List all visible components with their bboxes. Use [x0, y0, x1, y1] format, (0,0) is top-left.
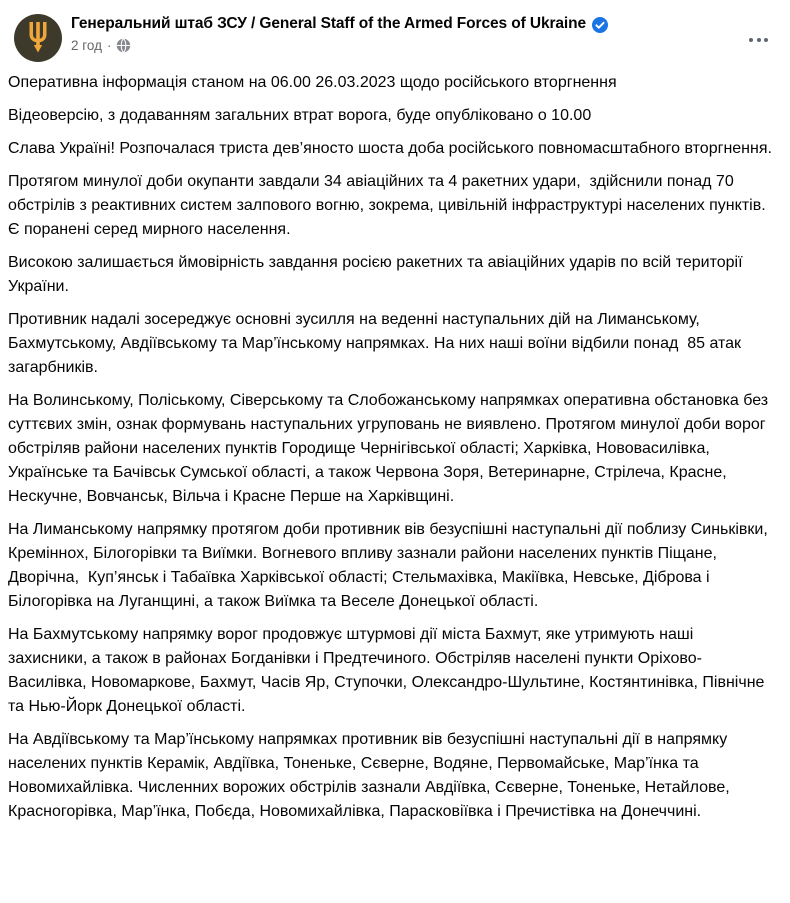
page-name[interactable]: Генеральний штаб ЗСУ / General Staff of the Armed Forces of Ukraine: [71, 15, 587, 32]
post-paragraph: На Лиманському напрямку протягом доби противник вів безуспішні наступальні дії поблизу Синьківки, Кремінноx, Білогорівки та Виїмки. Вогневого впливу зазнали райони населених пунктів Піщане, Дворічна, Куп’янськ і Табаївка Харківської області; Стельмахівка, Макіївка, Невське, Діброва і Білогорівка на Луганщині, а також Виїмка та Веселе Донецької області.: [8, 521, 773, 610]
three-dots-menu-icon: [757, 38, 761, 42]
post-paragraph: Слава Україні! Розпочалася триста дев’яносто шоста доба російського повномасштабного вторгнення.: [8, 140, 772, 157]
post-paragraph: На Бахмутському напрямку ворог продовжує штурмові дії міста Бахмут, яке утримують наші захисники, а також в районах Богданівки і Предтечиного. Обстріляв населені пункти Оріхово-Василівка, Новомаркове, Бахмут, Часів Яр, Ступочки, Олександро-Шультине, Костянтинівка, Північне та Нью-Йорк Донецької області.: [8, 626, 769, 715]
post-paragraph: Відеоверсію, з додаванням загальних втрат ворога, буде опубліковано о 10.00: [8, 107, 592, 124]
post-meta: [71, 38, 608, 53]
post-paragraph: Високою залишається ймовірність завдання росією ракетних та авіаційних ударів по всій території України.: [8, 254, 747, 295]
post-text: [0, 64, 790, 824]
post-paragraph: На Авдіївському та Мар’їнському напрямках противник вів безуспішні наступальні дії в напрямку населених пунктів Керамік, Авдіївка, Тоненьке, Сєверне, Водяне, Первомайське, Мар’їнка та Новомихайлівка. Численних ворожих обстрілів зазнали Авдіївка, Сєверне, Тоненьке, Нетайлове, Красногорівка, Мар’їнка, Побєда, Новомихайлівка, Парасковіївка і Пречистівка на Донеччині.: [8, 731, 735, 820]
more-options-button[interactable]: [745, 28, 772, 52]
three-dots-menu-icon: [749, 38, 753, 42]
three-dots-menu-icon: [764, 38, 768, 42]
trident-emblem-icon: [21, 21, 55, 55]
post-header: [0, 0, 790, 64]
verified-badge-icon: [592, 17, 608, 33]
header-text: [71, 14, 608, 53]
post-paragraph: Оперативна інформація станом на 06.00 26.03.2023 щодо російського вторгнення: [8, 74, 617, 91]
post-timestamp[interactable]: 2 год: [71, 38, 102, 53]
globe-icon: [116, 38, 131, 53]
post-paragraph: Противник надалі зосереджує основні зусилля на веденні наступальних дій на Лиманському, Бахмутському, Авдіївському та Мар’їнському напрямках. На них наші воїни відбили понад 85 атак загарбників.: [8, 311, 746, 376]
meta-separator: ·: [106, 38, 112, 53]
page-avatar[interactable]: [14, 14, 62, 62]
post-paragraph: Протягом минулої доби окупанти завдали 34 авіаційних та 4 ракетних удари, здійснили понад 70 обстрілів з реактивних систем залпового вогню, зокрема, цивільній інфраструктурі населених пунктів. Є поранені серед мирного населення.: [8, 173, 771, 238]
post-paragraph: На Волинському, Поліському, Сіверському та Слобожанському напрямках оперативна обстановка без суттєвих змін, ознак формувань наступальних угруповань не виявлено. Протягом минулої доби ворог обстріляв райони населених пунктів Городище Чернігівської області; Харківка, Нововасилівка, Українське та Бачівськ Сумської області, а також Червона Зоря, Ветеринарне, Стрілеча, Красне, Нескучне, Вовчанськ, Вільча і Красне Перше на Харківщині.: [8, 392, 773, 505]
